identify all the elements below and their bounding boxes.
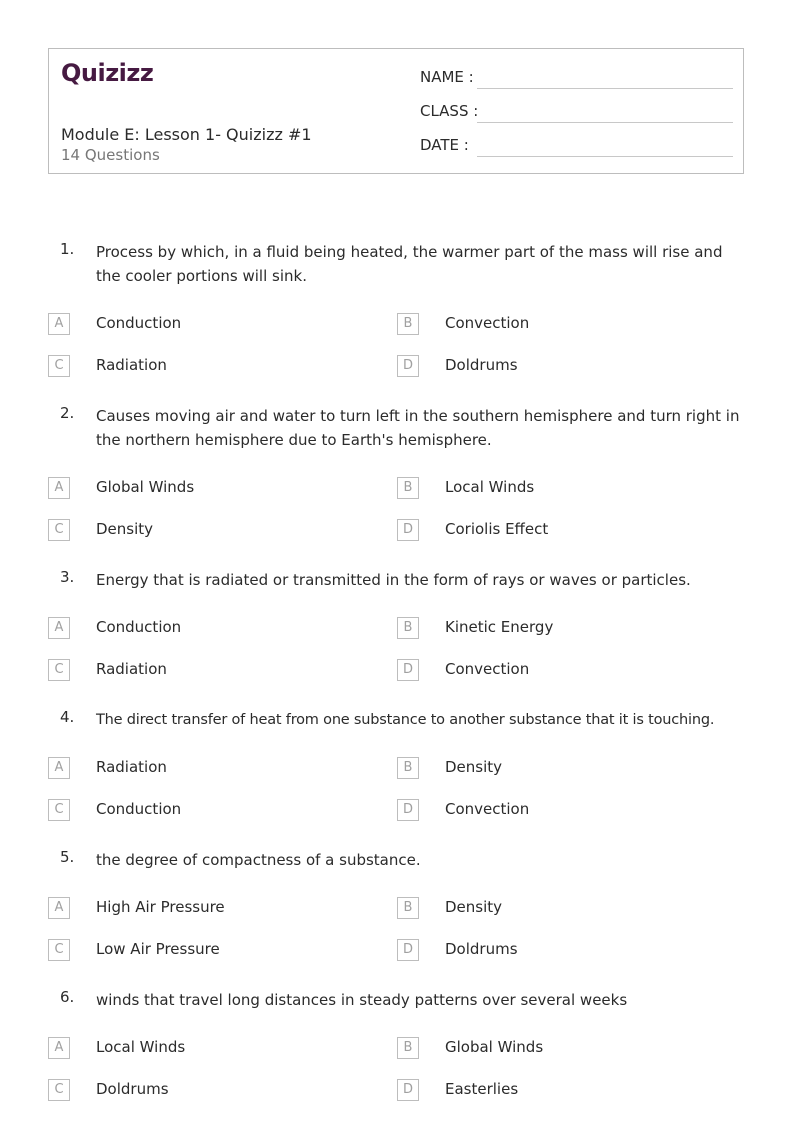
worksheet-header (48, 48, 744, 174)
name-field[interactable] (420, 68, 733, 90)
question-number: 6. (60, 988, 75, 1006)
option-letter-box[interactable]: B (397, 313, 419, 335)
question-text: Process by which, in a fluid being heated, the warmer part of the mass will rise and the cooler portions will sink. (96, 243, 723, 285)
option-text: Global Winds (96, 478, 195, 496)
option-text: Kinetic Energy (445, 618, 554, 636)
option-letter-box[interactable]: B (397, 1037, 419, 1059)
option-text: Doldrums (96, 1080, 169, 1098)
option-letter-box[interactable]: D (397, 659, 419, 681)
option-letter-box[interactable]: D (397, 799, 419, 821)
option-letter-box[interactable]: B (397, 477, 419, 499)
option-letter-box[interactable]: A (48, 477, 70, 499)
name-line[interactable] (477, 88, 733, 89)
option-letter-box[interactable]: D (397, 519, 419, 541)
option-letter-box[interactable]: A (48, 757, 70, 779)
quizizz-logo: Quizizz (61, 59, 154, 87)
option-letter-box[interactable]: B (397, 617, 419, 639)
option-text: High Air Pressure (96, 898, 225, 916)
option-letter-box[interactable]: A (48, 1037, 70, 1059)
option-text: Density (96, 520, 154, 538)
question-text: Energy that is radiated or transmitted in the form of rays or waves or particles. (96, 571, 691, 589)
question-number: 1. (60, 240, 75, 258)
option-letter-box[interactable]: C (48, 519, 70, 541)
option-text: Convection (445, 660, 530, 678)
option-letter-box[interactable]: A (48, 897, 70, 919)
option-text: Local Winds (445, 478, 535, 496)
option-text: Convection (445, 314, 530, 332)
option-letter-box[interactable]: B (397, 757, 419, 779)
class-field[interactable] (420, 102, 733, 124)
question-text: Causes moving air and water to turn left in the southern hemisphere and turn right in the northern hemisphere due to Earth's hemisphere. (96, 407, 740, 449)
date-label: DATE : (420, 136, 469, 154)
option-text: Coriolis Effect (445, 520, 549, 538)
option-text: Doldrums (445, 940, 518, 958)
option-text: Low Air Pressure (96, 940, 220, 958)
class-line[interactable] (477, 122, 733, 123)
question-number: 2. (60, 404, 75, 422)
option-letter-box[interactable]: C (48, 939, 70, 961)
option-letter-box[interactable]: D (397, 1079, 419, 1101)
question-number: 5. (60, 848, 75, 866)
option-text: Global Winds (445, 1038, 544, 1056)
date-field[interactable] (420, 136, 733, 158)
option-text: Doldrums (445, 356, 518, 374)
option-text: Radiation (96, 356, 167, 374)
option-text: Radiation (96, 758, 167, 776)
class-label: CLASS : (420, 102, 479, 120)
date-line[interactable] (477, 156, 733, 157)
question-number: 3. (60, 568, 75, 586)
option-letter-box[interactable]: C (48, 799, 70, 821)
option-letter-box[interactable]: C (48, 659, 70, 681)
quiz-title: Module E: Lesson 1- Quizizz #1 (61, 125, 312, 144)
question-text: the degree of compactness of a substance. (96, 851, 421, 869)
option-letter-box[interactable]: D (397, 355, 419, 377)
option-letter-box[interactable]: B (397, 897, 419, 919)
option-text: Density (445, 758, 503, 776)
option-text: Conduction (96, 618, 182, 636)
option-text: Conduction (96, 314, 182, 332)
option-letter-box[interactable]: D (397, 939, 419, 961)
option-text: Local Winds (96, 1038, 186, 1056)
option-letter-box[interactable]: A (48, 313, 70, 335)
option-text: Easterlies (445, 1080, 519, 1098)
question-text: winds that travel long distances in steady patterns over several weeks (96, 991, 628, 1009)
option-letter-box[interactable]: C (48, 355, 70, 377)
option-text: Conduction (96, 800, 182, 818)
name-label: NAME : (420, 68, 474, 86)
option-text: Density (445, 898, 503, 916)
question-number: 4. (60, 708, 75, 726)
option-letter-box[interactable]: A (48, 617, 70, 639)
option-text: Convection (445, 800, 530, 818)
option-text: Radiation (96, 660, 167, 678)
question-count: 14 Questions (61, 146, 160, 164)
question-text: The direct transfer of heat from one substance to another substance that it is touching. (96, 712, 715, 728)
option-letter-box[interactable]: C (48, 1079, 70, 1101)
